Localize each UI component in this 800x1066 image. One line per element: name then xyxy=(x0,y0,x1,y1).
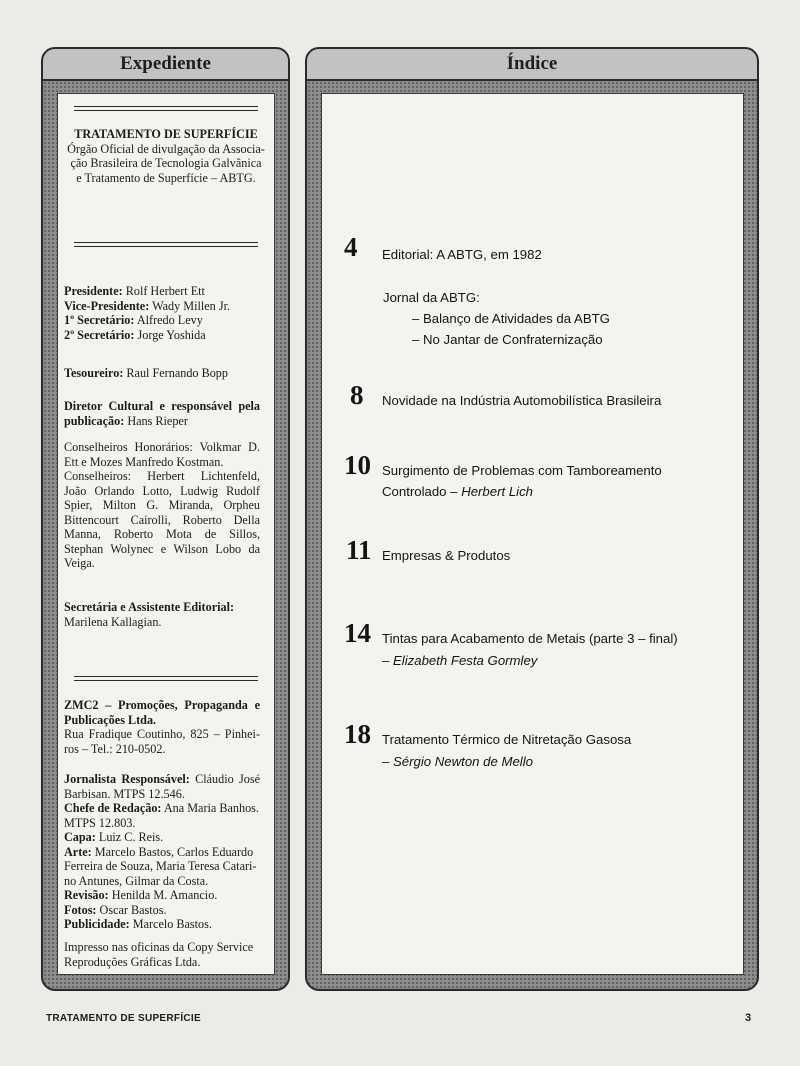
page-number: 3 xyxy=(745,1012,752,1024)
treasurer-block: Tesoureiro: Raul Fernando Bopp xyxy=(64,366,228,380)
officer-line: Vice-Presidente: Wady Millen Jr. xyxy=(64,298,230,313)
toc-author: – Sérgio Newton de Mello xyxy=(382,754,534,769)
toc-author: – Elizabeth Festa Gormley xyxy=(382,653,538,668)
toc-subtitle: – No Jantar de Confraternização xyxy=(412,332,603,347)
toc-title: Tratamento Térmico de Nitretação Gasosa xyxy=(382,732,632,747)
toc-title: Editorial: A ABTG, em 1982 xyxy=(382,247,542,262)
toc-title: Tintas para Acabamento de Metais (parte 3 – final) xyxy=(382,631,678,646)
description-line: ção Brasileira de Tecnologia Galvânica xyxy=(70,156,262,170)
company-block: ZMC2 – Promoções, Propaganda e Publicações Ltda. Rua Fradique Coutinho, 825 – Pinhei- ros – Tel.: 210-0502. xyxy=(64,698,260,756)
toc-title: Novidade na Indústria Automobilística Brasileira xyxy=(382,393,662,408)
expediente-content xyxy=(57,93,275,975)
officer-line: 2º Secretário: Jorge Yoshida xyxy=(64,327,206,342)
printer-block: Impresso nas oficinas da Copy Service Reproduções Gráficas Ltda. xyxy=(64,940,254,969)
toc-page-number: 14 xyxy=(344,618,371,648)
toc-author: Herbert Lich xyxy=(461,484,534,499)
toc-page-number: 10 xyxy=(344,450,371,480)
officer-line: 1º Secretário: Alfredo Levy xyxy=(64,313,203,327)
indice-panel xyxy=(305,47,759,991)
footer-publication: TRATAMENTO DE SUPERFÍCIE xyxy=(46,1013,201,1024)
publication-block xyxy=(66,127,266,185)
toc-page-number: 8 xyxy=(350,380,364,410)
officer-line: Presidente: Rolf Herbert Ett xyxy=(64,284,205,298)
expediente-panel xyxy=(41,47,290,991)
toc-title: Surgimento de Problemas com Tamboreamento xyxy=(382,463,662,478)
secretary-block: Secretária e Assistente Editorial: Marilena Kallagian. xyxy=(64,600,235,629)
indice-header: Índice xyxy=(307,49,757,81)
publication-name: TRATAMENTO DE SUPERFÍCIE xyxy=(74,127,258,141)
council-block: Conselheiros Honorários: Volkmar D. Ett e Mozes Manfredo Kostman. Conselheiros: Herbert Lichtenfeld, João Orlando Lotto, Ludwig Rudolf Spier, Milton G. Miranda, Orpheu Bittencourt Cairolli, Roberto Della Manna, Roberto Mota de Sillos, Stephan Wolynec e Wilson Lobo da Veiga. xyxy=(64,440,260,570)
indice-content xyxy=(321,93,744,975)
toc-title: Jornal da ABTG: xyxy=(383,290,480,305)
divider xyxy=(74,106,258,111)
toc-title-continued: Controlado – Herbert Lich xyxy=(382,484,534,499)
toc-page-number: 18 xyxy=(344,719,371,749)
officers-block xyxy=(64,284,260,342)
toc-page-number: 4 xyxy=(344,232,358,262)
toc-page-number: 11 xyxy=(346,535,372,565)
description-line: Órgão Oficial de divulgação da Associa- xyxy=(67,141,265,156)
toc-subtitle: – Balanço de Atividades da ABTG xyxy=(412,311,610,326)
credits-block: Jornalista Responsável: Cláudio José Barbisan. MTPS 12.546. Chefe de Redação: Ana Maria Banhos. MTPS 12.803. Capa: Luiz C. Reis. Arte: Marcelo Bastos, Carlos Eduardo Ferreira de Souza, Maria Teresa Catari- no Antunes, Gilmar da Costa. Revisão: Henilda M. Amancio. Fotos: Oscar Bastos. Publicidade: Marcelo Bastos. xyxy=(64,772,260,931)
expediente-header: Expediente xyxy=(43,49,288,81)
toc-title: Empresas & Produtos xyxy=(382,548,511,563)
description-line: e Tratamento de Superfície – ABTG. xyxy=(76,170,256,185)
divider xyxy=(74,676,258,681)
divider xyxy=(74,242,258,247)
cultural-director-block: Diretor Cultural e responsável pela publicação: Hans Rieper xyxy=(64,399,260,428)
